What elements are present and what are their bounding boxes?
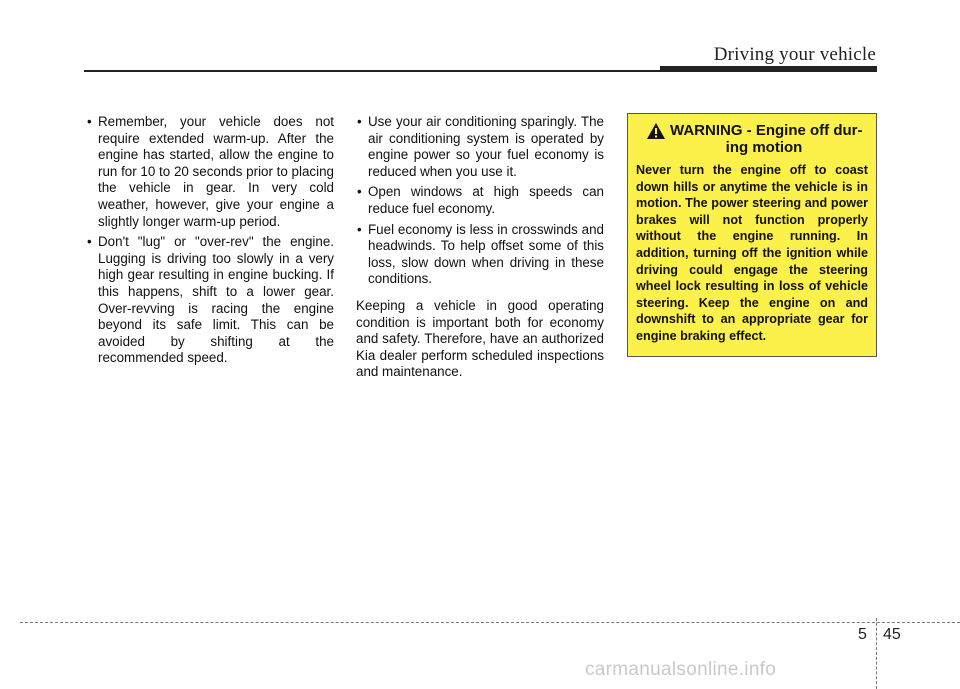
warning-heading [636,122,868,156]
page-divider [876,618,877,689]
warning-title [670,122,868,156]
maintenance-paragraph: Keeping a vehicle in good operating condition is important both for economy and safety. Therefore, have an authorized Kia dealer perform scheduled inspections and maintenance. [356,297,604,380]
warning-triangle-icon [646,122,666,140]
chapter-number: 5 [858,626,867,643]
bullet-item: • Fuel economy is less in crosswinds and headwinds. To help offset some of this loss, slow down when driving in these conditions. [356,222,604,288]
bullet-item: • Remember, your vehicle does not require extended warm-up. After the engine has started, allow the engine to run for 10 to 20 seconds prior to placing the vehicle in gear. In very cold weather, however, give your engine a slightly longer warm-up period. [86,114,334,230]
left-column [86,114,334,371]
bullet-item: • Use your air conditioning sparingly. The air conditioning system is operated by engine power so your fuel economy is reduced when you use it. [356,114,604,180]
bullet-item: • Don't "lug" or "over-rev" the engine. Lugging is driving too slowly in a very high gear resulting in engine bucking. If this happens, shift to a lower gear. Over-revving is racing the engine beyond its safe limit. This can be avoided by shifting at the recommended speed. [86,234,334,367]
header-rule [84,70,664,72]
page-number: 45 [883,626,901,643]
warning-title-line2: ing motion [725,139,803,156]
middle-column [356,114,604,381]
footer-rule [20,622,960,623]
warning-box [627,113,877,357]
warning-body: Never turn the engine off to coast down hills or anytime the vehicle is in motion. The power steering and power brakes will not function properly without the engine running. In addition, turning off the ignition while driving could engage the steering wheel lock resulting in loss of vehicle steering. Keep the engine on and downshift to an appropriate gear for engine braking effect. [636,163,868,343]
warning-title-line1: WARNING - Engine off dur- [670,122,863,139]
left-bullet-list [86,114,334,367]
bullet-item: • Open windows at high speeds can reduce fuel economy. [356,184,604,217]
section-title: Driving your vehicle [713,44,876,65]
watermark: carmanualsonline.info [585,659,777,680]
middle-bullet-list [356,114,604,288]
header-rule-thick [660,66,877,72]
